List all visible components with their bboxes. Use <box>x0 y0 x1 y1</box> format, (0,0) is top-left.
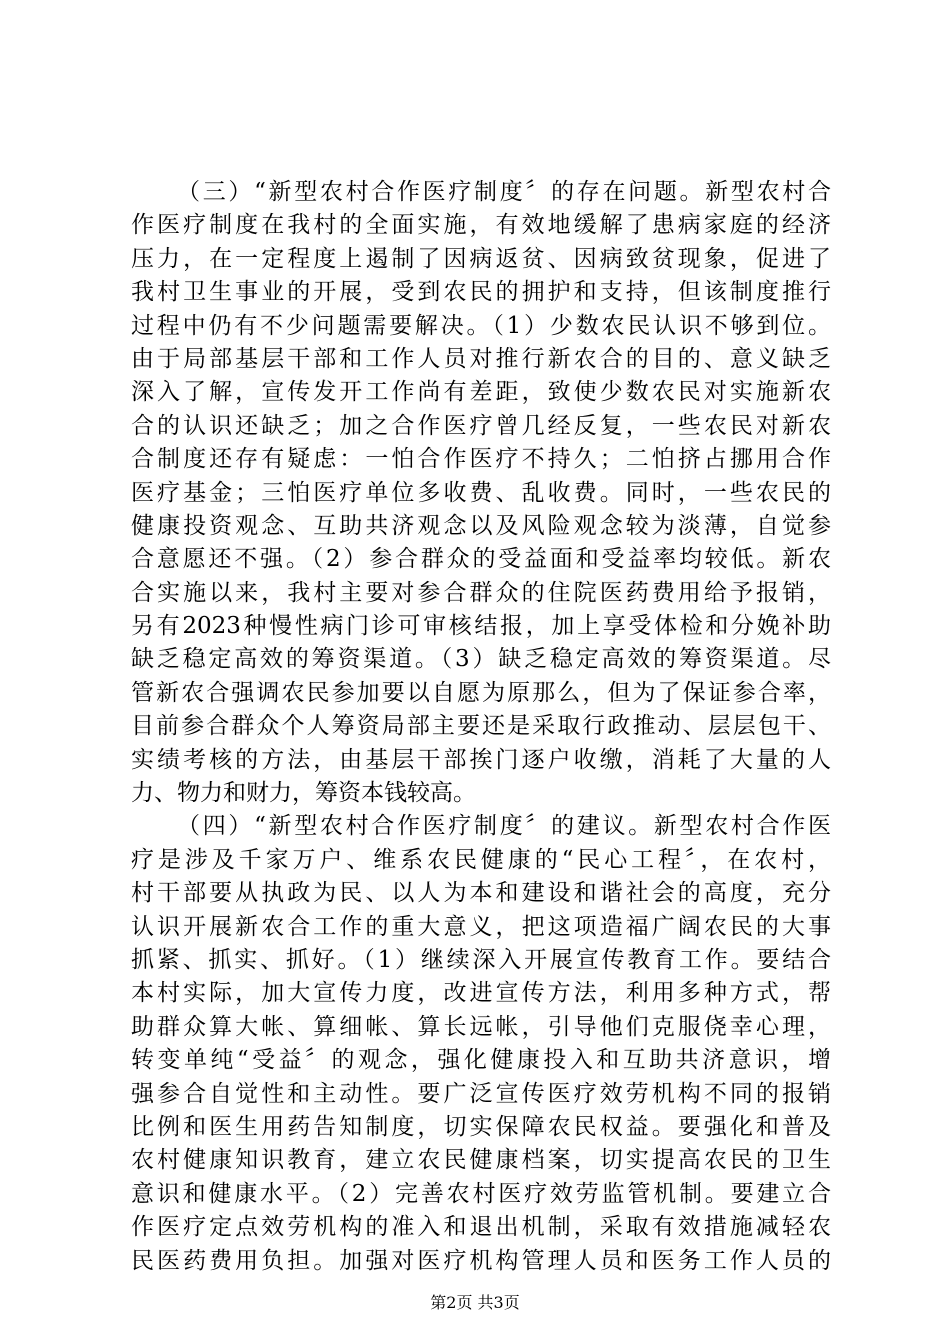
text-line: 民医药费用负担。加强对医疗机构管理人员和医务工作人员的 <box>131 1247 831 1274</box>
text-line: 合实施以来，我村主要对参合群众的住院医药费用给予报销， <box>131 579 831 606</box>
text-line: 实绩考核的方法，由基层干部挨门逐户收缴，消耗了大量的人 <box>131 746 831 773</box>
text-line: 意识和健康水平。（2）完善农村医疗效劳监管机制。要建立合 <box>131 1180 831 1207</box>
text-line: （四）“新型农村合作医疗制度〞的建议。新型农村合作医 <box>177 813 831 840</box>
paragraph-suggestions <box>131 810 831 1277</box>
paragraph-problems <box>131 176 831 810</box>
text-line: 认识开展新农合工作的重大意义，把这项造福广阔农民的大事 <box>131 913 831 940</box>
text-line: 缺乏稳定高效的筹资渠道。（3）缺乏稳定高效的筹资渠道。尽 <box>131 646 831 673</box>
text-line: 力、物力和财力，筹资本钱较高。 <box>131 780 476 807</box>
text-line: 另有2023种慢性病门诊可审核结报，加上享受体检和分娩补助 <box>131 613 831 640</box>
text-line: （三）“新型农村合作医疗制度〞的存在问题。新型农村合 <box>177 179 831 205</box>
text-line: 强参合自觉性和主动性。要广泛宣传医疗效劳机构不同的报销 <box>131 1080 831 1107</box>
page-footer: 第2页 共3页 <box>430 1293 520 1312</box>
text-line: 医疗基金；三怕医疗单位多收费、乱收费。同时，一些农民的 <box>131 479 831 506</box>
text-line: 比例和医生用药告知制度，切实保障农民权益。要强化和普及 <box>131 1113 831 1140</box>
text-line: 由于局部基层干部和工作人员对推行新农合的目的、意义缺乏 <box>131 345 831 372</box>
text-line: 目前参合群众个人筹资局部主要还是采取行政推动、层层包干、 <box>131 713 831 740</box>
text-line: 转变单纯“受益〞的观念，强化健康投入和互助共济意识，增 <box>131 1047 831 1074</box>
text-line: 农村健康知识教育，建立农民健康档案，切实提高农民的卫生 <box>131 1147 831 1174</box>
text-line: 村干部要从执政为民、以人为本和建设和谐社会的高度，充分 <box>131 880 831 907</box>
text-line: 合意愿还不强。（2）参合群众的受益面和受益率均较低。新农 <box>131 546 831 573</box>
text-line: 疗是涉及千家万户、维系农民健康的“民心工程〞，在农村， <box>131 846 831 873</box>
text-line: 作医疗定点效劳机构的准入和退出机制，采取有效措施减轻农 <box>131 1214 831 1241</box>
document-body <box>131 176 831 1278</box>
text-line: 抓紧、抓实、抓好。（1）继续深入开展宣传教育工作。要结合 <box>131 946 831 973</box>
text-line: 深入了解，宣传发开工作尚有差距，致使少数农民对实施新农 <box>131 379 831 406</box>
text-line: 我村卫生事业的开展，受到农民的拥护和支持，但该制度推行 <box>131 279 831 306</box>
text-line: 合的认识还缺乏；加之合作医疗曾几经反复，一些农民对新农 <box>131 412 831 439</box>
text-line: 管新农合强调农民参加要以自愿为原那么，但为了保证参合率， <box>131 679 831 706</box>
text-line: 健康投资观念、互助共济观念以及风险观念较为淡薄，自觉参 <box>131 512 831 539</box>
text-line: 本村实际，加大宣传力度，改进宣传方法，利用多种方式，帮 <box>131 980 831 1007</box>
text-line: 合制度还存有疑虑：一怕合作医疗不持久；二怕挤占挪用合作 <box>131 446 831 473</box>
text-line: 压力，在一定程度上遏制了因病返贫、因病致贫现象，促进了 <box>131 245 831 272</box>
text-line: 作医疗制度在我村的全面实施，有效地缓解了患病家庭的经济 <box>131 212 831 239</box>
text-line: 过程中仍有不少问题需要解决。（1）少数农民认识不够到位。 <box>131 312 831 339</box>
text-line: 助群众算大帐、算细帐、算长远帐，引导他们克服侥幸心理， <box>131 1013 831 1040</box>
